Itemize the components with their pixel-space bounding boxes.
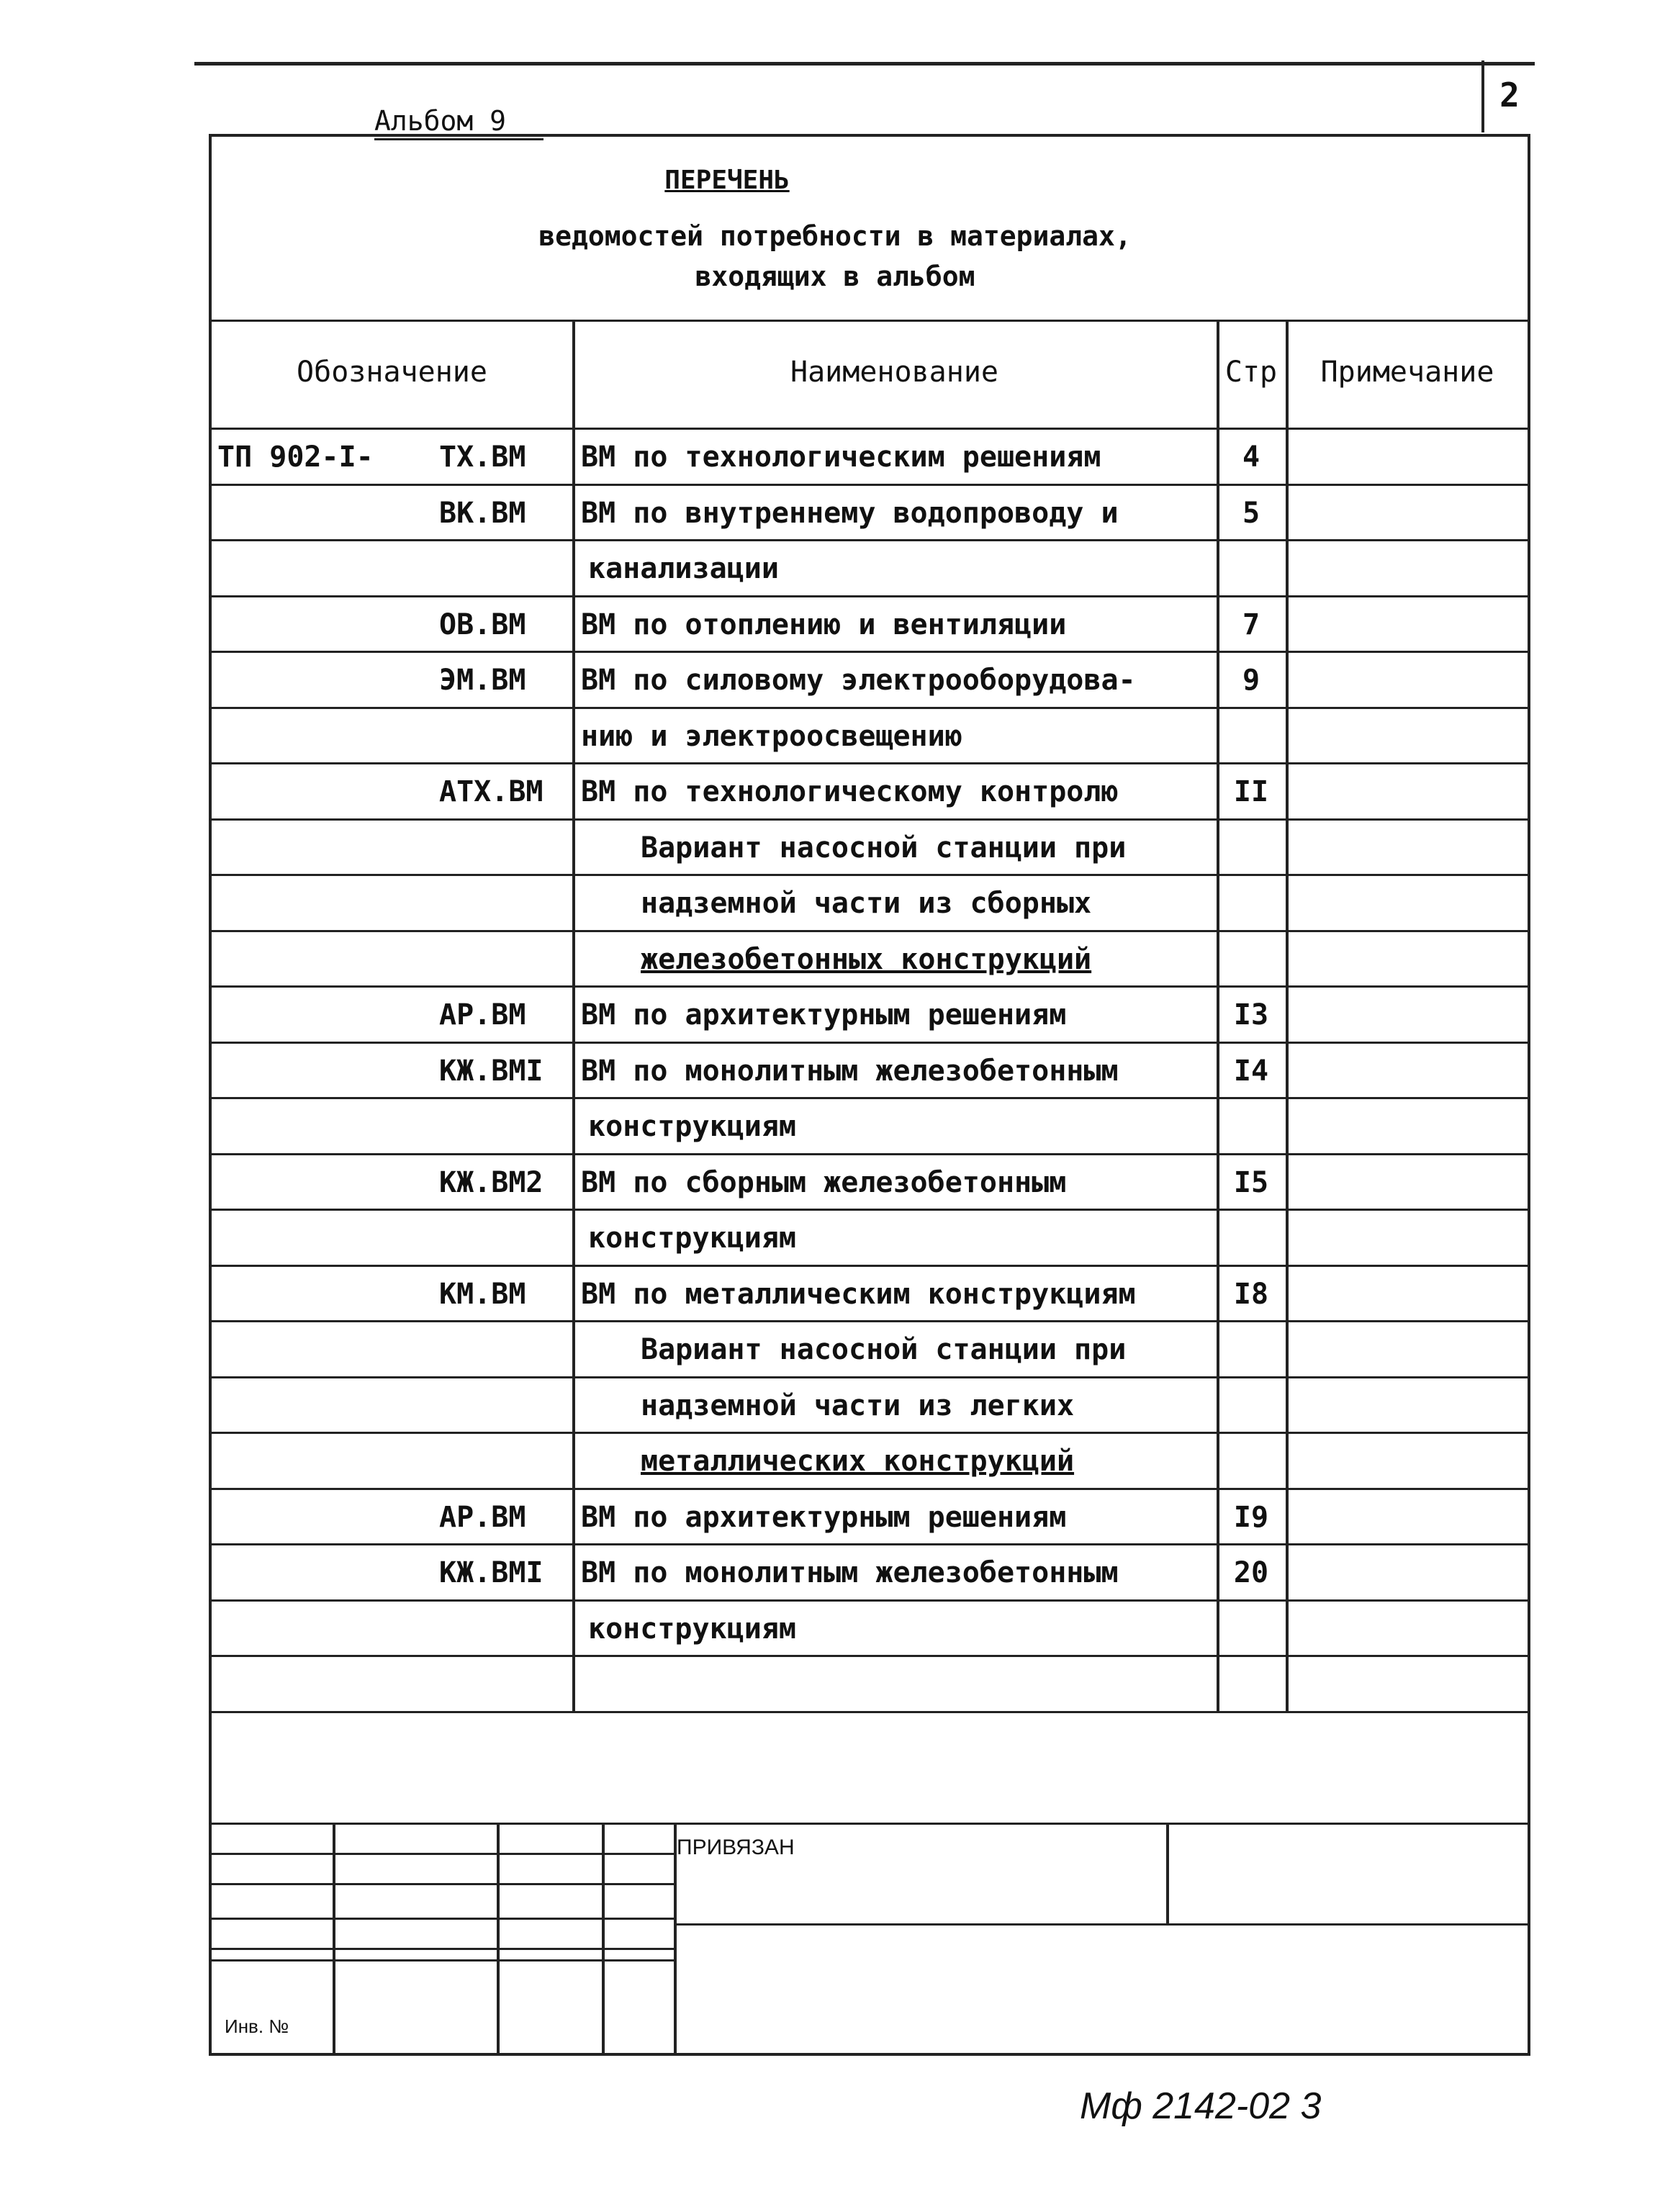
item-name: железобетонных конструкций: [641, 942, 1092, 976]
designation-code: КЖ.ВМI: [439, 1556, 543, 1589]
page-ref: 20: [1233, 1556, 1269, 1589]
table-row: [212, 539, 1529, 595]
table-row: [212, 1097, 1529, 1153]
top-rule: [194, 62, 1535, 66]
item-name: ВМ по монолитным железобетонным: [581, 1054, 1119, 1088]
stamp-grid-column: [602, 1823, 605, 2053]
archive-number: Мф 2142-02 3: [1080, 2085, 1322, 2127]
column-header: Примечание: [1320, 356, 1494, 389]
designation-code: АТХ.ВМ: [439, 775, 543, 808]
item-name: ВМ по металлическим конструкциям: [581, 1277, 1136, 1311]
page-ref: I3: [1233, 998, 1269, 1031]
stamp-grid-column: [497, 1823, 500, 2053]
designation-code: ТХ.ВМ: [439, 441, 526, 474]
item-name: Вариант насосной станции при: [641, 1333, 1127, 1366]
table-row: [212, 1209, 1529, 1265]
page-ref: I8: [1233, 1277, 1269, 1311]
page-ref: II: [1233, 775, 1269, 808]
item-name: надземной части из легких: [641, 1389, 1075, 1422]
item-name: нию и электроосвещению: [581, 719, 962, 753]
item-name: ВМ по архитектурным решениям: [581, 998, 1067, 1031]
designation-code: ВК.ВМ: [439, 496, 526, 530]
page-subtitle: [209, 216, 1461, 297]
designation-code: АР.ВМ: [439, 998, 526, 1031]
column-header: Наименование: [790, 356, 998, 389]
item-name: канализации: [588, 552, 779, 585]
page-number: 2: [1481, 60, 1535, 132]
table-row: [212, 1655, 1529, 1711]
inventory-number-label: Инв. №: [225, 2015, 289, 2037]
page-ref: I4: [1233, 1054, 1269, 1088]
item-name: ВМ по сборным железобетонным: [581, 1165, 1067, 1199]
item-name: ВМ по монолитным железобетонным: [581, 1556, 1119, 1589]
item-name: конструкциям: [588, 1612, 796, 1646]
column-rule: [1217, 320, 1219, 1711]
table-top-rule: [212, 320, 1529, 322]
linked-label: ПРИВЯЗАН: [677, 1836, 795, 1859]
item-name: конструкциям: [588, 1222, 796, 1255]
table-row: [212, 1599, 1529, 1656]
row-rule: [212, 1711, 1529, 1713]
column-header: Стр: [1224, 356, 1278, 389]
subtitle-line-2: входящих в альбом: [695, 261, 975, 292]
stamp-field-divider: [1166, 1823, 1169, 1923]
item-name: ВМ по отоплению и вентиляции: [581, 608, 1067, 641]
stamp-grid-column: [333, 1823, 335, 2053]
designation-code: АР.ВМ: [439, 1500, 526, 1534]
designation-code: КЖ.ВМ2: [439, 1165, 543, 1199]
page-ref: I9: [1233, 1500, 1269, 1534]
item-name: ВМ по технологическим решениям: [581, 441, 1101, 474]
item-name: Вариант насосной станции при: [641, 831, 1127, 865]
stamp-field-rule: [674, 1923, 1529, 1926]
item-name: ВМ по технологическому контролю: [581, 775, 1119, 808]
page-ref: I5: [1233, 1165, 1269, 1199]
item-name: надземной части из сборных: [641, 887, 1092, 920]
page-title: ПЕРЕЧЕНЬ: [664, 166, 790, 195]
stamp-top-rule: [212, 1823, 1529, 1825]
designation-prefix: ТП 902-I-: [217, 441, 374, 474]
album-label: Альбом 9: [374, 105, 507, 137]
item-name: конструкциям: [588, 1110, 796, 1143]
page-ref: 4: [1242, 441, 1260, 474]
designation-code: ОВ.ВМ: [439, 608, 526, 641]
item-name: ВМ по внутреннему водопроводу и: [581, 496, 1119, 530]
page-ref: 9: [1242, 664, 1260, 697]
page-ref: 5: [1242, 496, 1260, 530]
item-name: ВМ по архитектурным решениям: [581, 1500, 1067, 1534]
item-name: ВМ по силовому электрооборудова-: [581, 664, 1136, 697]
designation-code: КЖ.ВМI: [439, 1054, 543, 1088]
designation-code: ЭМ.ВМ: [439, 664, 526, 697]
subtitle-line-1: ведомостей потребности в материалах,: [538, 220, 1132, 252]
page-ref: 7: [1242, 608, 1260, 641]
item-name: металлических конструкций: [641, 1445, 1075, 1478]
column-rule: [1286, 320, 1289, 1711]
stamp-grid-column: [674, 1823, 677, 2053]
column-header: Обозначение: [297, 356, 487, 389]
designation-code: КМ.ВМ: [439, 1277, 526, 1311]
column-rule: [572, 320, 575, 1711]
